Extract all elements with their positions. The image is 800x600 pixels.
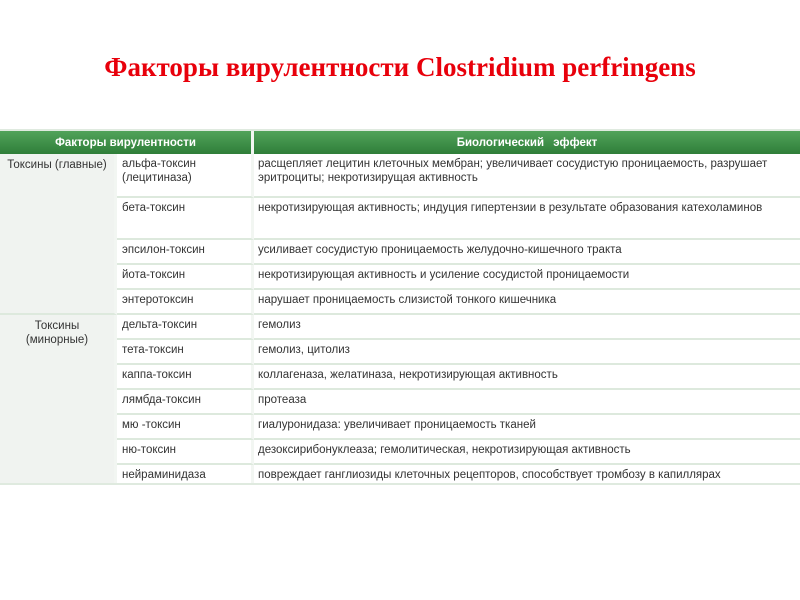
- factor-cell: энтеротоксин: [117, 290, 254, 315]
- factor-cell: ню-токсин: [117, 440, 254, 465]
- effect-cell: гемолиз, цитолиз: [254, 340, 800, 365]
- table-row: [0, 365, 800, 390]
- table-row: [0, 240, 800, 265]
- table-row: [0, 465, 800, 485]
- table-header-row: [0, 131, 800, 154]
- table-row: [0, 154, 800, 198]
- group-label-minor-toxins: Токсины (минорные): [0, 315, 117, 485]
- table-row: [0, 265, 800, 290]
- table-row: [0, 315, 800, 340]
- factor-cell: дельта-токсин: [117, 315, 254, 340]
- factor-cell: эпсилон-токсин: [117, 240, 254, 265]
- page-title: Факторы вирулентности Clostridium perfringens: [104, 52, 696, 82]
- virulence-table: [0, 129, 800, 485]
- effect-cell: нарушает проницаемость слизистой тонкого кишечника: [254, 290, 800, 315]
- effect-cell: повреждает ганглиозиды клеточных рецепторов, способствует тромбозу в капиллярах: [254, 465, 800, 485]
- effect-cell: расщепляет лецитин клеточных мембран; увеличивает сосудистую проницаемость, разрушает эритроциты; некротизирущая активность: [254, 154, 800, 198]
- factor-cell: лямбда-токсин: [117, 390, 254, 415]
- group-label-major-toxins: Токсины (главные): [0, 154, 117, 315]
- effect-cell: гемолиз: [254, 315, 800, 340]
- factor-cell: бета-токсин: [117, 198, 254, 240]
- effect-cell: протеаза: [254, 390, 800, 415]
- table-row: [0, 415, 800, 440]
- header-factors: Факторы вирулентности: [0, 131, 254, 154]
- effect-cell: гиалуронидаза: увеличивает проницаемость тканей: [254, 415, 800, 440]
- table-row: [0, 440, 800, 465]
- effect-cell: некротизирующая активность и усиление сосудистой проницаемости: [254, 265, 800, 290]
- factor-cell: мю -токсин: [117, 415, 254, 440]
- factor-cell: каппа-токсин: [117, 365, 254, 390]
- effect-cell: некротизирующая активность; индуция гипертензии в результате образования катехоламинов: [254, 198, 800, 240]
- table-row: [0, 198, 800, 240]
- effect-cell: дезоксирибонуклеаза; гемолитическая, некротизирующая активность: [254, 440, 800, 465]
- effect-cell: коллагеназа, желатиназа, некротизирующая активность: [254, 365, 800, 390]
- table-row: [0, 390, 800, 415]
- factor-cell: нейраминидаза: [117, 465, 254, 485]
- header-effect: Биологический эффект: [254, 131, 800, 154]
- factor-cell: йота-токсин: [117, 265, 254, 290]
- table-row: [0, 340, 800, 365]
- table-row: [0, 290, 800, 315]
- virulence-table-grid: [0, 131, 800, 485]
- effect-cell: усиливает сосудистую проницаемость желудочно-кишечного тракта: [254, 240, 800, 265]
- factor-cell: тета-токсин: [117, 340, 254, 365]
- factor-cell: альфа-токсин (лецитиназа): [117, 154, 254, 198]
